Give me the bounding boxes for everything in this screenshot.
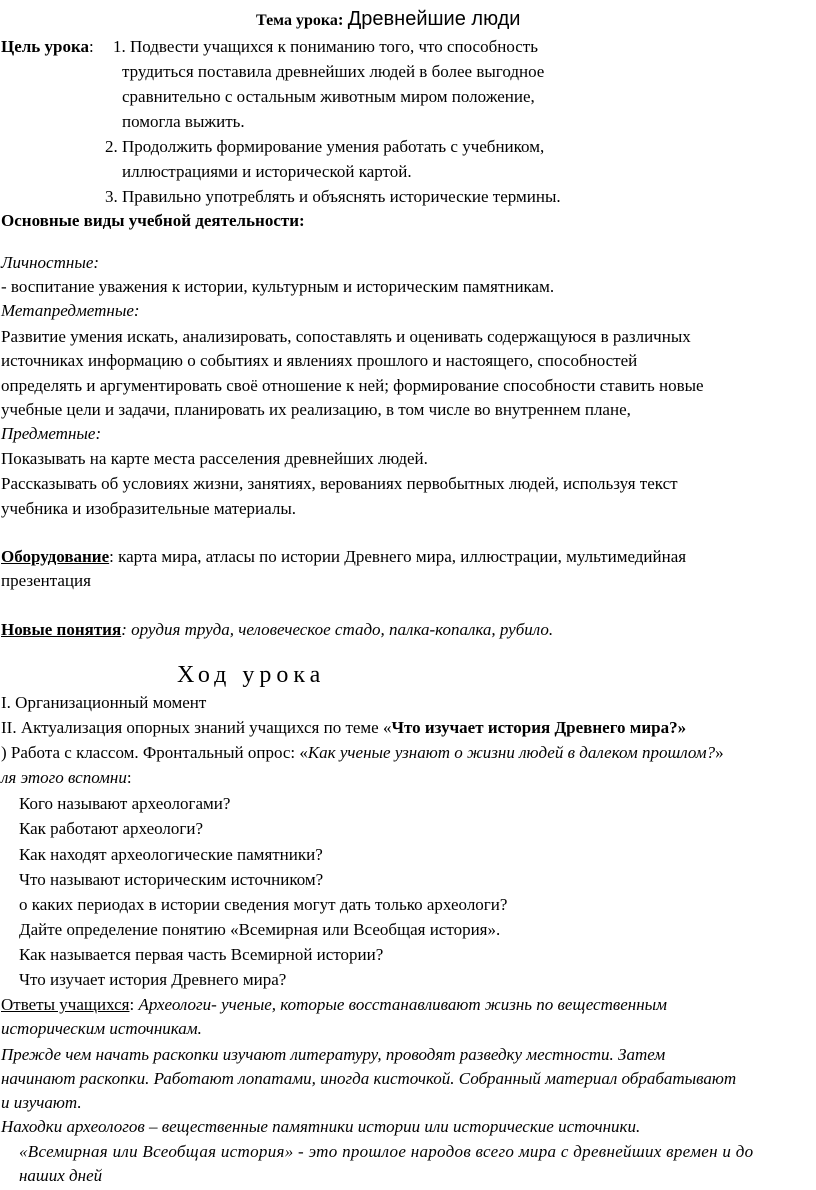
answers-line-5: и изучают.: [1, 1093, 82, 1112]
answers-line-2: историческим источникам.: [1, 1019, 202, 1038]
goal-1-line-3: сравнительно с остальным животным миром положение,: [122, 87, 535, 106]
remember-label: ля этого вспомни:: [1, 768, 132, 787]
question-1: Кого называют археологами?: [19, 794, 231, 813]
personal-text: - воспитание уважения к истории, культурным и историческим памятникам.: [1, 277, 555, 296]
meta-text-line-4: учебные цели и задачи, планировать их реализацию, в том числе во внутреннем плане,: [1, 400, 631, 419]
goal-1-line-1: 1. Подвести учащихся к пониманию того, что способность: [113, 37, 538, 56]
concepts-label: Новые понятия: [1, 620, 122, 639]
question-7: Как называется первая часть Всемирной истории?: [19, 945, 384, 964]
equipment-label: Оборудование: [1, 547, 110, 566]
equipment-line-2: презентация: [1, 571, 91, 590]
answers-line-3: Прежде чем начать раскопки изучают литературу, проводят разведку местности. Затем: [1, 1045, 666, 1064]
lesson-topic: Тема урока: Древнейшие люди: [256, 8, 521, 30]
question-8: Что изучает история Древнего мира?: [19, 970, 287, 989]
subject-label: Предметные:: [1, 424, 102, 443]
topic-value: Древнейшие люди: [347, 8, 521, 30]
topic-label: Тема урока: [256, 12, 338, 29]
goals-label: Цель урока:: [1, 37, 94, 56]
subject-text-line-3: учебника и изобразительные материалы.: [1, 499, 297, 518]
subject-text-line-2: Рассказывать об условиях жизни, занятиях, верованиях первобытных людей, используя текст: [1, 474, 678, 493]
meta-text-line-2: источниках информацию о событиях и явлениях прошлого и настоящего, способностей: [1, 351, 638, 370]
lesson-flow-title: Ход урока: [177, 662, 326, 688]
new-concepts: Новые понятия: орудия труда, человеческое стадо, палка-копалка, рубило.: [1, 620, 554, 639]
question-2: Как работают археологи?: [19, 819, 204, 838]
goal-2-line-1: 2. Продолжить формирование умения работать с учебником,: [105, 137, 545, 156]
question-4: Что называют историческим источником?: [19, 870, 324, 889]
personal-label: Личностные:: [1, 253, 100, 272]
question-5: о каких периодах в истории сведения могут дать только археологи?: [19, 895, 508, 914]
answers-line-1: Ответы учащихся: Археологи- ученые, которые восстанавливают жизнь по вещественным: [1, 995, 667, 1014]
answers-line-8: наших дней: [19, 1166, 103, 1185]
goal-1-line-2: трудиться поставила древнейших людей в более выгодное: [122, 62, 545, 81]
stage-1: I. Организационный момент: [1, 693, 207, 712]
answers-line-6: Находки археологов – вещественные памятники истории или исторические источники.: [1, 1117, 641, 1136]
answers-label: Ответы учащихся: [1, 995, 130, 1014]
activities-heading: Основные виды учебной деятельности:: [1, 211, 305, 230]
subject-text-line-1: Показывать на карте места расселения древнейших людей.: [1, 449, 428, 468]
meta-text-line-3: определять и аргументировать своё отношение к ней; формирование способности ставить новые: [1, 376, 704, 395]
question-3: Как находят археологические памятники?: [19, 845, 323, 864]
question-6: Дайте определение понятию «Всемирная или Всеобщая история».: [19, 920, 501, 939]
stage-2: II. Актуализация опорных знаний учащихся по теме «Что изучает история Древнего мира?»: [1, 718, 687, 737]
meta-text-line-1: Развитие умения искать, анализировать, сопоставлять и оценивать содержащуюся в различных: [1, 327, 691, 346]
goal-1-line-4: помогла выжить.: [122, 112, 245, 131]
answers-line-4: начинают раскопки. Работают лопатами, иногда кисточкой. Собранный материал обрабатывают: [1, 1069, 737, 1088]
goal-2-line-2: иллюстрациями и исторической картой.: [122, 162, 412, 181]
equipment-line-1: Оборудование: карта мира, атласы по истории Древнего мира, иллюстрации, мультимедийная: [1, 547, 687, 566]
goal-3: 3. Правильно употреблять и объяснять исторические термины.: [105, 187, 561, 206]
answers-line-7: «Всемирная или Всеобщая история» - это прошлое народов всего мира с древнейших времен и до: [19, 1142, 754, 1161]
class-work: ) Работа с классом. Фронтальный опрос: «Как ученые узнают о жизни людей в далеком прошлом?»: [1, 743, 724, 762]
meta-label: Метапредметные:: [1, 301, 140, 320]
